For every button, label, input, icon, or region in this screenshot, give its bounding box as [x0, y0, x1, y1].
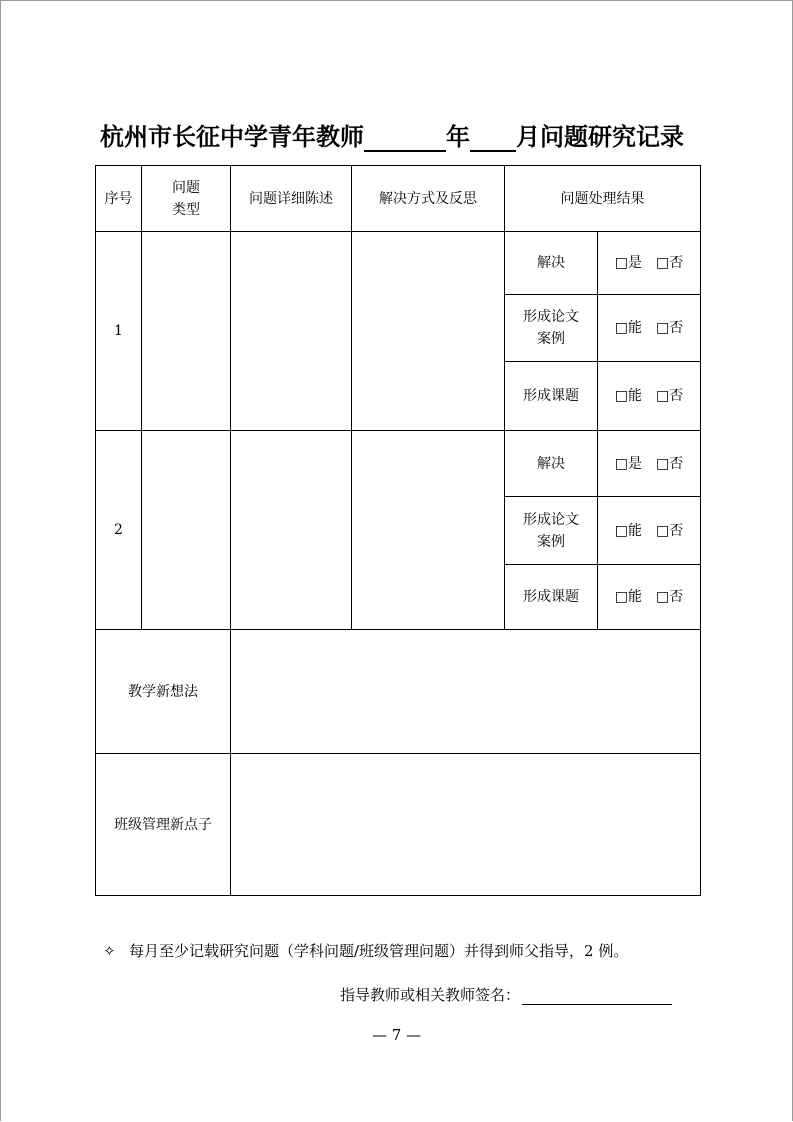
footnote-text: 每月至少记载研究问题（学科问题/班级管理问题）并得到师父指导，2 例。: [129, 942, 629, 960]
result-label: [505, 431, 598, 497]
result-label: [505, 362, 598, 431]
checkbox-yes[interactable]: □是: [614, 255, 642, 271]
signature-label: 指导教师或相关教师签名：: [340, 986, 521, 1004]
signature-line: [340, 984, 672, 1005]
result-label-line2: 案例: [537, 331, 565, 347]
teaching-ideas-label: 教学新想法: [96, 630, 231, 754]
header-solution: 解决方式及反思: [352, 166, 505, 232]
checkbox-no[interactable]: □否: [656, 320, 684, 336]
title-text: 杭州市长征中学青年教师: [100, 123, 364, 151]
title-month-suffix: 月问题研究记录: [516, 123, 684, 151]
result-options: [598, 362, 701, 431]
entry-1-solution-cell[interactable]: [352, 232, 505, 431]
title-year-label: 年: [446, 123, 470, 151]
result-options: [598, 497, 701, 565]
checkbox-no[interactable]: □否: [656, 255, 684, 271]
result-label-line2: 案例: [537, 533, 565, 550]
checkbox-can[interactable]: □能: [614, 589, 642, 605]
header-result: 问题处理结果: [505, 166, 701, 232]
class-management-row: [96, 754, 701, 896]
header-type: [142, 166, 231, 232]
result-label: [505, 497, 598, 565]
checkbox-can[interactable]: □能: [614, 388, 642, 404]
result-label-line1: 解决: [537, 455, 565, 472]
checkbox-no[interactable]: □否: [656, 388, 684, 404]
header-type-line2: 类型: [172, 201, 200, 218]
teaching-ideas-field[interactable]: [231, 630, 701, 754]
result-label: [505, 565, 598, 630]
month-blank[interactable]: [470, 128, 516, 152]
table-row: [96, 232, 701, 295]
checkbox-no[interactable]: □否: [656, 522, 684, 539]
result-label-line1: 形成论文: [523, 309, 579, 325]
checkbox-can[interactable]: □能: [614, 320, 642, 336]
header-detail: 问题详细陈述: [231, 166, 352, 232]
diamond-bullet-icon: ✧: [103, 942, 116, 960]
checkbox-yes[interactable]: □是: [614, 455, 642, 472]
entry-1-detail-cell[interactable]: [231, 232, 352, 431]
result-label: [505, 295, 598, 362]
result-options: [598, 295, 701, 362]
result-label-line1: 形成课题: [523, 589, 579, 605]
page-number: — 7 —: [371, 1026, 422, 1044]
entry-2-seq: 2: [96, 431, 142, 630]
class-management-field[interactable]: [231, 754, 701, 896]
checkbox-no[interactable]: □否: [656, 589, 684, 605]
result-label-line1: 解决: [537, 255, 565, 271]
problem-record-table: [95, 165, 701, 896]
entry-1-seq: 1: [96, 232, 142, 431]
signature-field[interactable]: [522, 987, 672, 1005]
result-options: [598, 565, 701, 630]
checkbox-can[interactable]: □能: [614, 522, 642, 539]
result-options: [598, 431, 701, 497]
result-options: [598, 232, 701, 295]
header-seq: 序号: [96, 166, 142, 232]
checkbox-no[interactable]: □否: [656, 455, 684, 472]
entry-1-type-cell[interactable]: [142, 232, 231, 431]
result-label-line1: 形成课题: [523, 388, 579, 404]
table-row: [96, 431, 701, 497]
header-row: [96, 166, 701, 232]
entry-2-solution-cell[interactable]: [352, 431, 505, 630]
class-management-label: 班级管理新点子: [96, 754, 231, 896]
result-label-line1: 形成论文: [523, 511, 579, 528]
footnote: [103, 940, 628, 961]
entry-2-type-cell[interactable]: [142, 431, 231, 630]
entry-2-detail-cell[interactable]: [231, 431, 352, 630]
header-type-line1: 问题: [172, 179, 200, 196]
page-title: [100, 116, 700, 152]
year-blank[interactable]: [364, 128, 446, 152]
teaching-ideas-row: [96, 630, 701, 754]
result-label: [505, 232, 598, 295]
